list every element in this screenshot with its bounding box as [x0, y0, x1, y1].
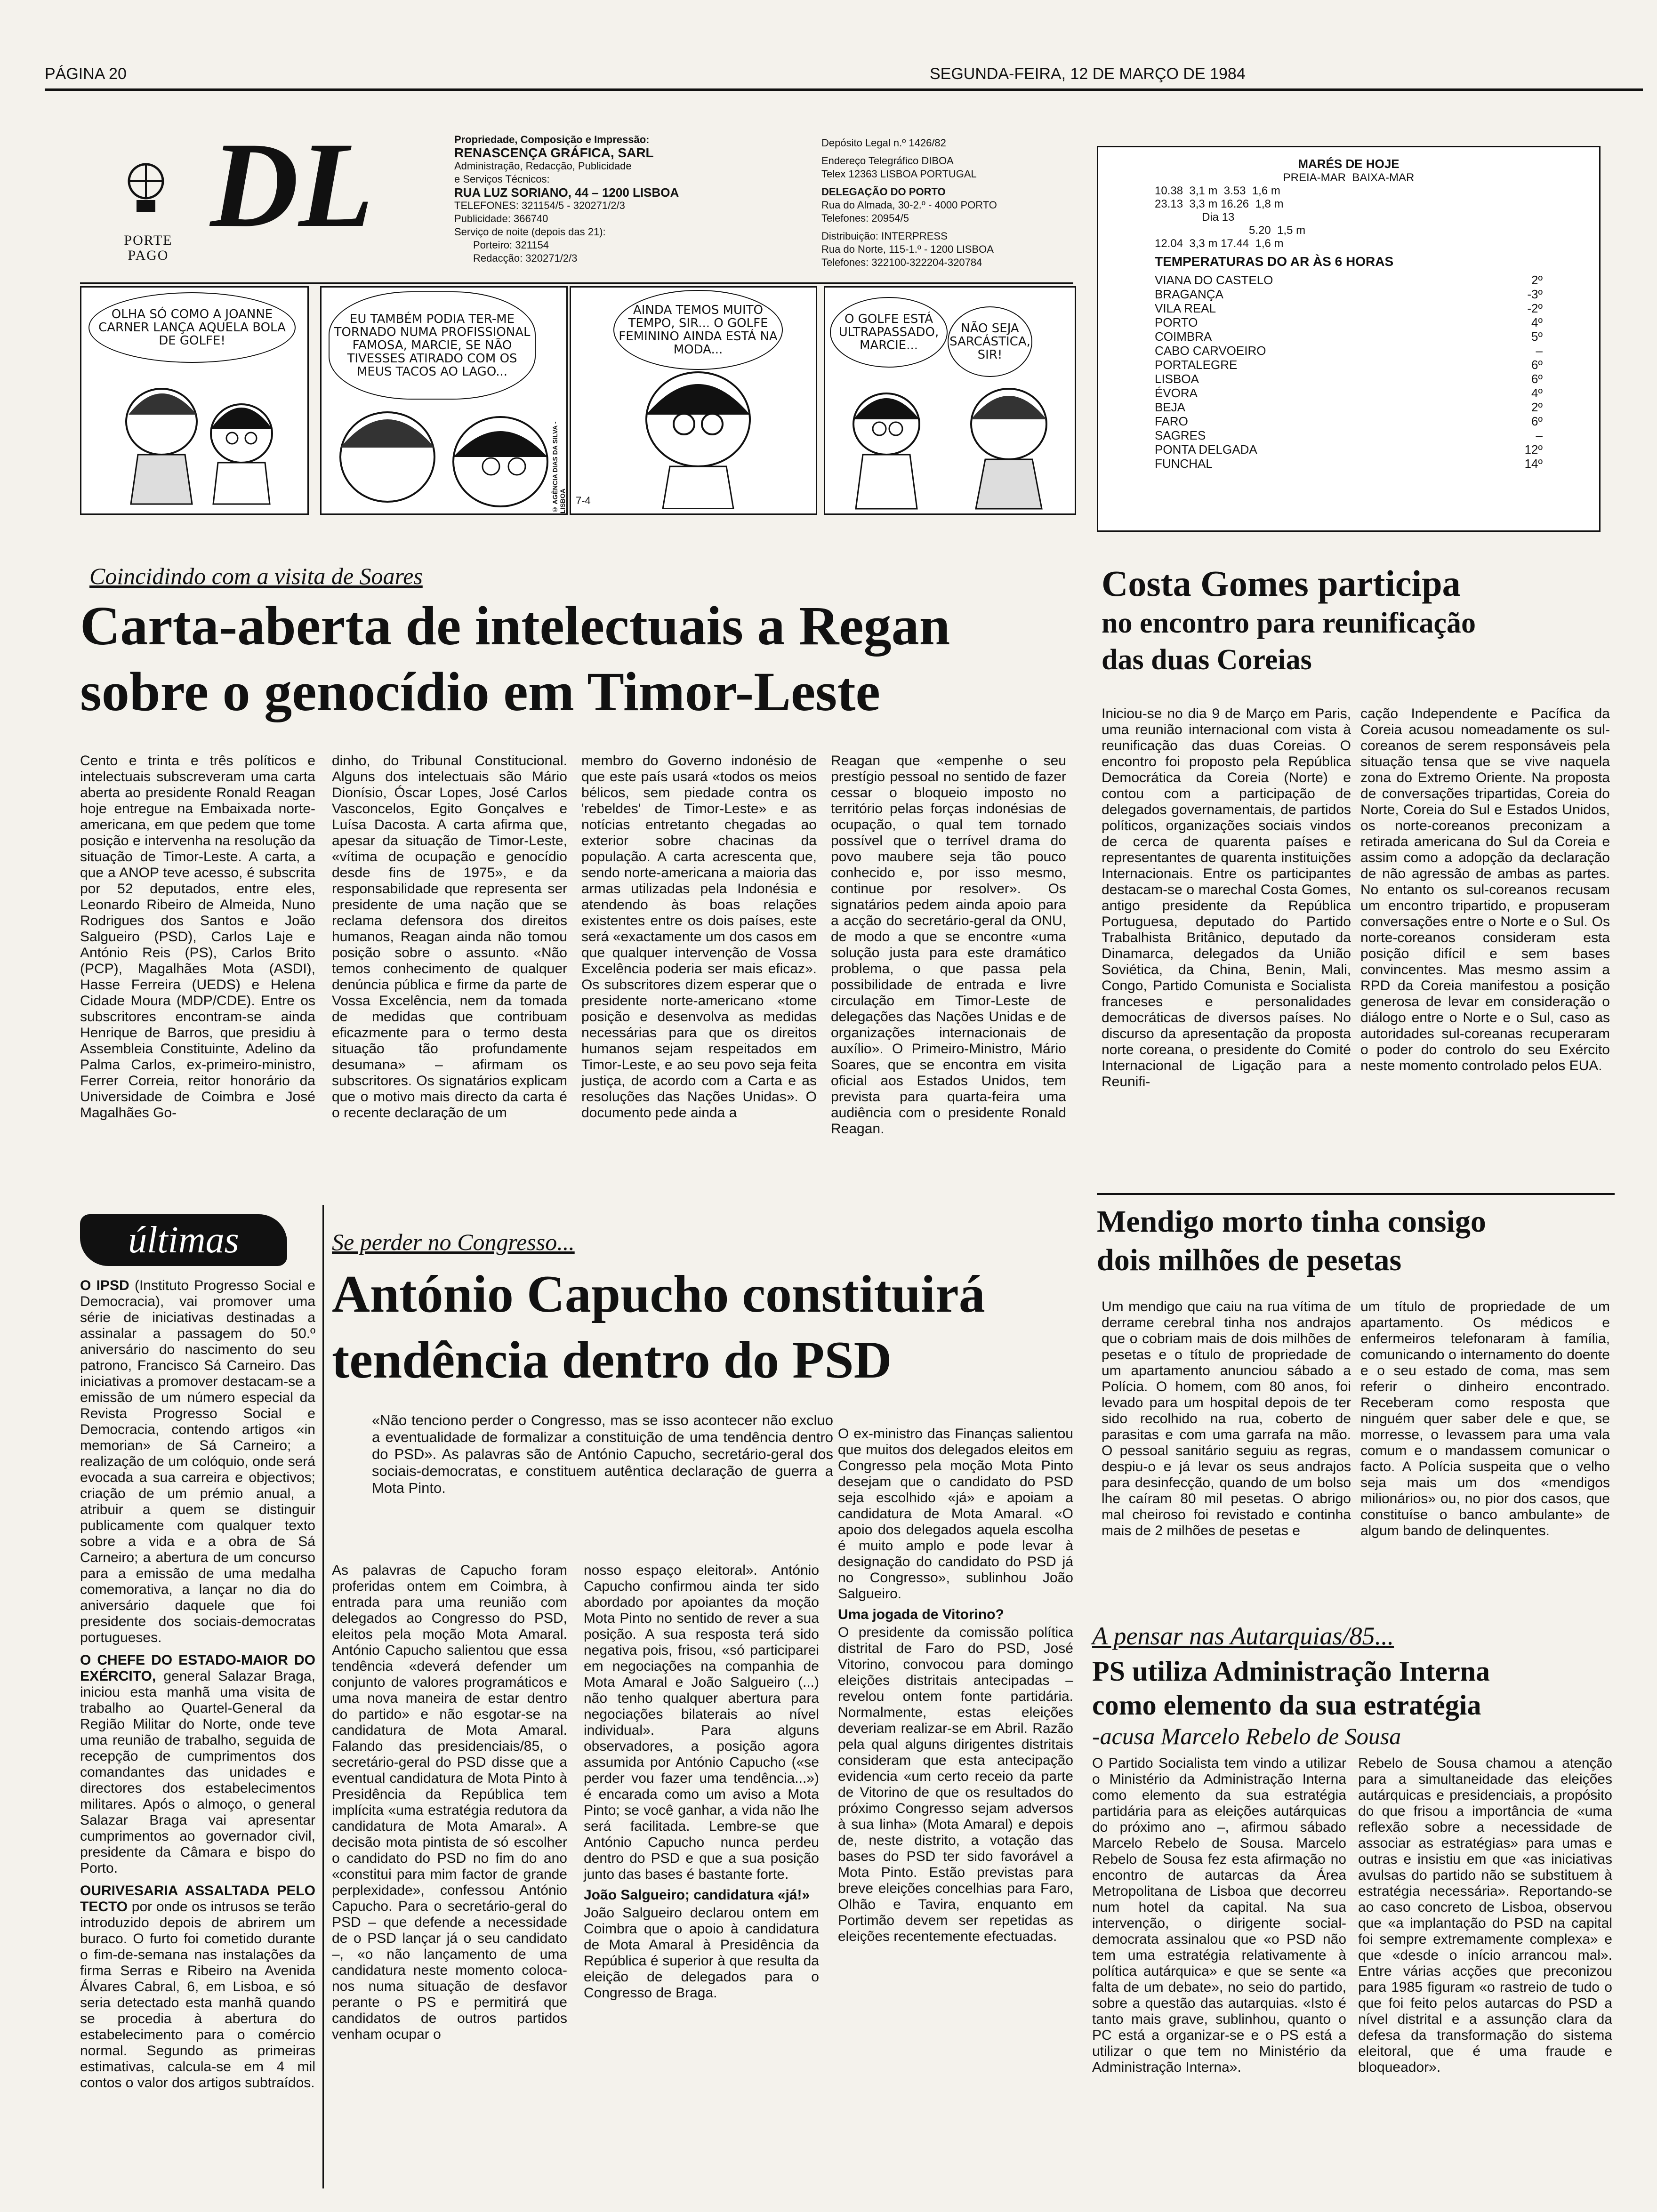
temp-row [1155, 329, 1543, 344]
mendigo-headline [1097, 1202, 1615, 1280]
speech-bubble: EU TAMBÉM PODIA TER-ME TORNADO NUMA PROFISSIONAL FAMOSA, MARCIE, SE NÃO TIVESSES ATIRADO COM OS MEUS TACOS AO LAGO... [329, 291, 536, 400]
timor-headline-line2: sobre o genocídio em Timor-Leste [80, 661, 880, 722]
ultimas-item-text: (Instituto Progresso Social e Democracia), vai promover uma série de iniciativas destinadas a assinalar a passagem do 50.º aniversário do nascimento do seu patrono, Francisco Sá Carneiro. Das iniciativas a promover destacam-se a emissão de um número especial da Revista Progresso Social e Democracia, contendo artigos «in memorian» de Sá Carneiro; a realização de um colóquio, onde será evocada a sua carreira e objectivos; criação de um prémio anual, a atribuir a quem se distinguir publicamente com qualquer texto sobre a vida e a obra de Sá Carneiro; a abertura de um concurso para a emissão de uma medalha comemorativa, a lançar no dia do aniversário daquele que foi presidente dos sociais-democratas portugueses. [80, 1278, 315, 1645]
comic-date: 7-4 [576, 495, 591, 506]
ps-headline-line2: como elemento da sua estratégia [1092, 1690, 1481, 1721]
masthead-line: DELEGAÇÃO DO PORTO [821, 186, 946, 198]
temp-city: VILA REAL [1155, 301, 1216, 315]
ultimas-item-text: general Salazar Braga, iniciou esta manhã uma visita de trabalho ao Quartel-General da Região Militar do Norte, onde teve uma reunião de trabalho, seguida de recepção de cumprimentos dos comandantes das unidades e directores dos estabelecimentos militares. Após o almoço, o general Salazar Braga vai apresentar cumprimentos ao governador civil, presidente da Câmara e bispo do Porto. [80, 1668, 315, 1876]
ultimas-item [80, 1883, 315, 2091]
capucho-col2-text: nosso espaço eleitoral». António Capucho confirmou ainda ter sido abordado por apoiantes da moção Mota Pinto no sentido de rever a sua posição. A sua resposta terá sido negativa pois, frisou, «só participarei em negociações na companhia de Mota Amaral e João Salgueiro (...) não tenho qualquer abertura para negociações bilaterais ao nível individual». Para alguns observadores, a posição agora assumida por António Capucho («se perder vou fazer uma tendência...») é encarada como um aviso a Mota Pinto; se você ganhar, a vida não lhe será facilitada. Lembre-se que António Capucho nunca perdeu dentro do PSD e que a sua posição junto das bases é bastante forte. [584, 1563, 819, 1882]
temp-value: – [1536, 344, 1543, 358]
masthead-line: RUA LUZ SORIANO, 44 – 1200 LISBOA [454, 185, 679, 200]
ps-kicker: A pensar nas Autarquias/85... [1092, 1622, 1394, 1650]
ps-headline [1092, 1654, 1619, 1722]
comic-panel-1 [80, 286, 309, 515]
temp-city: PORTO [1155, 315, 1198, 329]
temp-city: PORTALEGRE [1155, 358, 1238, 372]
header-rule [45, 88, 1643, 91]
ultimas-banner [80, 1214, 287, 1266]
capucho-col2 [584, 1563, 819, 2001]
temp-value: 6º [1531, 358, 1543, 372]
temp-row [1155, 442, 1543, 457]
masthead-rule [80, 282, 1073, 284]
capucho-lead: «Não tenciono perder o Congresso, mas se isso acontecer não excluo a eventualidade de formalizar a constituição de uma tendência dentro do PSD». As palavras são de António Capucho, secretário-geral dos sociais-democratas, e constituem autêntica declaração de guerra a Mota Pinto. [372, 1412, 833, 1496]
temp-row [1155, 315, 1543, 329]
svg-text:DL: DL [210, 118, 374, 253]
temp-city: COIMBRA [1155, 329, 1212, 344]
masthead-line: Telefones: 20954/5 [821, 212, 909, 224]
timor-col4: Reagan que «empenhe o seu prestígio pessoal no sentido de fazer cessar o bloqueio imposto no território pelas forças indonésias de ocupação, o qual tem tornado possível que o terrível drama do povo maubere seja tão pouco conhecido e, por isso mesmo, continue por resolver». Os signatários pedem ainda apoio para a acção do secretário-geral da ONU, de modo a que se encontre «uma solução justa para este dramático problema, o que passa pela possibilidade de entrada e livre circulação em Timor-Leste de delegações das Nações Unidas e de organizações internacionais de auxílio». O Primeiro-Ministro, Mário Soares, que se encontra em visita oficial aos Estados Unidos, tem prevista para quarta-feira uma audiência com o presidente Ronald Reagan. [831, 753, 1066, 1137]
masthead-line: TELEFONES: 321154/5 - 320271/2/3 [454, 200, 625, 211]
masthead-line: Porteiro: 321154 [473, 239, 549, 251]
temp-row [1155, 358, 1543, 372]
mendigo-headline-line2: dois milhões de pesetas [1097, 1243, 1402, 1277]
capucho-col1: As palavras de Capucho foram proferidas ontem em Coimbra, à entrada para uma reunião com delegados ao Congresso do PSD, eleitos pela moção Mota Amaral. António Capucho salientou que essa tendência «deverá defender um conjunto de valores programáticos e uma nova maneira de estar dentro do partido» e não esgotar-se na candidatura de Mota Amaral. Falando das presidenciais/85, o secretário-geral do PSD disse que a eventual candidatura de Mota Pinto à Presidência da República tem implícita «uma estratégia redutora da candidatura de Mota Amaral». A decisão mota pintista de só escolher o candidato do PSD no fim do ano «constitui para mim factor de grande perplexidade», confessou António Capucho. Para o secretário-geral do PSD – que defende a necessidade de o PSD lançar já o seu candidato –, «o não lançamento de uma candidatura neste momento coloca-nos numa situação de desfavor perante o PS e permitirá que candidatos de outros partidos venham ocupar o [332, 1563, 567, 2042]
coreias-headline-line3: das duas Coreias [1102, 644, 1312, 676]
tides-title: MARÉS DE HOJE [1298, 157, 1400, 171]
temp-city: FARO [1155, 414, 1188, 428]
speech-bubble: NÃO SEJA SARCÁSTICA, SIR! [948, 306, 1032, 377]
masthead-line: Serviço de noite (depois das 21): [454, 226, 606, 238]
masthead-line: Telex 12363 LISBOA PORTUGAL [821, 168, 977, 180]
masthead-line: Telefones: 322100-322204-320784 [821, 256, 982, 268]
capucho-subhead-vitorino: Uma jogada de Vitorino? [838, 1607, 1004, 1622]
ps-col1: O Partido Socialista tem vindo a utilizar o Ministério da Administração Interna como elemento da sua estratégia partidária para as eleições autárquicas do próximo ano –, afirmou sábado Marcelo Rebelo de Sousa. Marcelo Rebelo de Sousa fez esta afirmação no encontro de autarcas da Área Metropolitana de Lisboa que decorreu num hotel da capital. Na sua intervenção, o dirigente social-democrata assinalou que «o PSD não tem uma estratégia relativamente à política autárquica» e que se sente «a falta de um debate», no seio do partido, sobre a questão das autarquias. «Isto é tanto mais grave, sublinhou, quanto o PC está a organizar-se e o PS está a utilizar o que tem no Ministério da Administração Interna». [1092, 1755, 1346, 2075]
weather-box [1097, 146, 1601, 532]
page-number: PÁGINA 20 [45, 65, 127, 83]
masthead-line: Rua do Almada, 30-2.º - 4000 PORTO [821, 199, 997, 211]
timor-headline [80, 593, 1069, 725]
temp-row [1155, 287, 1543, 301]
tides-row: 5.20 1,5 m [1249, 224, 1306, 237]
masthead-col1 [454, 133, 817, 265]
masthead-line: Depósito Legal n.º 1426/82 [821, 137, 946, 149]
ps-headline-line1: PS utiliza Administração Interna [1092, 1656, 1490, 1687]
capucho-headline [332, 1261, 1094, 1393]
temp-city: ÉVORA [1155, 386, 1198, 400]
temp-value: 4º [1531, 386, 1543, 400]
temp-city: BEJA [1155, 400, 1186, 414]
masthead-line: Rua do Norte, 115-1.º - 1200 LISBOA [821, 243, 994, 255]
masthead-col2 [821, 136, 1104, 269]
page-date: SEGUNDA-FEIRA, 12 DE MARÇO DE 1984 [930, 65, 1246, 83]
speech-bubble: OLHA SÓ COMO A JOANNE CARNER LANÇA AQUELA BOLA DE GOLFE! [88, 292, 296, 363]
capucho-col2b-text: João Salgueiro declarou ontem em Coimbra que o apoio à candidatura de Mota Amaral à Presidência da República é superior à que resulta da eleição de delegados para o Congresso de Braga. [584, 1905, 819, 2001]
timor-headline-line1: Carta-aberta de intelectuais a Regan [80, 595, 950, 657]
masthead-line: Endereço Telegráfico DIBOA [821, 155, 954, 167]
coreias-bottom-rule [1097, 1193, 1615, 1195]
speech-bubble: AINDA TEMOS MUITO TEMPO, SIR... O GOLFE FEMININO AINDA ESTÁ NA MODA... [613, 290, 783, 370]
tides-row: 10.38 3,1 m 3.53 1,6 m [1155, 184, 1280, 197]
temp-value: 12º [1524, 442, 1543, 457]
capucho-col3b-text: O presidente da comissão política distrital de Faro do PSD, José Vitorino, convocou para domingo eleições distritais antecipadas – revelou ontem fonte partidária. Normalmente, estas eleições deveriam realizar-se em Abril. Razão pela qual alguns dirigentes distritais consideram que esta antecipação evidencia «um certo receio da parte de Vitorino de que os resultados do próximo Congresso sejam adversos à sua linha» (Mota Amaral) e depois de, neste distrito, a votação das bases do PSD ter sido favorável a Mota Pinto. Estão previstas para breve eleições concelhias para Faro, Olhão e Tavira, enquanto em Portimão devem ser repetidas as eleições recentemente efectuadas. [838, 1625, 1073, 1944]
temp-value: – [1536, 428, 1543, 442]
coreias-headline-line1: Costa Gomes participa [1102, 563, 1461, 604]
ultimas-item [80, 1652, 315, 1876]
masthead-line: e Serviços Técnicos: [454, 173, 550, 185]
dl-logo [202, 118, 381, 259]
temp-row [1155, 372, 1543, 386]
ultimas-item-lead: OURIVESARIA ASSALTADA PELO TECTO [80, 1883, 315, 1915]
temp-value: 6º [1531, 414, 1543, 428]
temp-row [1155, 414, 1543, 428]
temp-value: -2º [1527, 301, 1543, 315]
mendigo-col1: Um mendigo que caiu na rua vítima de derrame cerebral tinha nos andrajos que o cobriam mais de dois milhões de pesetas e o título de propriedade de um apartamento anunciou sábado a Polícia. O homem, com 80 anos, foi levado para um hospital depois de ter sido recolhido na rua, coberto de parasitas e com uma garrafa na mão. O pessoal sanitário seguiu as regras, despiu-o e já levar os seus andrajos para desinfecção, quando de um bolso lhe caíram 80 mil pesetas. O abrigo mal cheiroso foi revistado e continha mais de 2 milhões de pesetas e [1102, 1299, 1351, 1539]
temp-row [1155, 428, 1543, 442]
temp-city: SAGRES [1155, 428, 1206, 442]
temp-city: FUNCHAL [1155, 457, 1213, 471]
timor-col1: Cento e trinta e três políticos e intelectuais subscreveram uma carta aberta ao presidente Ronald Reagan hoje entregue na Embaixada norte-americana, em que pedem que tome posição e intervenha na resolução da situação de Timor-Leste. A carta, a que a ANOP teve acesso, é subscrita por 52 deputados, entre eles, Leonardo Ribeiro de Almeida, Nuno Rodrigues dos Santos e João Salgueiro (PSD), Carlos Laje e António Reis (PS), Carlos Brito (PCP), Magalhães Mota (ASDI), Hasse Ferreira (UEDS) e Helena Cidade Moura (MDP/CDE). Entre os subscritores encontram-se ainda Henrique de Barros, que presidiu à Assembleia Constituinte, Adelino da Palma Carlos, ex-primeiro-ministro, Ferrer Correia, reitor honorário da Universidade de Coimbra e José Magalhães Go- [80, 753, 315, 1121]
speech-bubble: O GOLFE ESTÁ ULTRAPASSADO, MARCIE... [830, 297, 948, 368]
masthead-line: Redacção: 320271/2/3 [473, 252, 578, 264]
mendigo-col2: um título de propriedade de um apartamento. Os médicos e enfermeiros telefonaram à família, comunicando o internamento do doente e o seu estado de coma, mas sem referir o dinheiro encontrado. Receberam como resposta que ninguém quer saber dele e que, se morresse, o levassem para uma vala comum e o mandassem comunicar o facto. A Polícia suspeita que o velho seja mais um dos «mendigos milionários» ou, no pior dos casos, que constituíse o banco ambulante» de algum bando de delinquentes. [1360, 1299, 1610, 1539]
capucho-col3 [838, 1426, 1073, 1945]
temp-row [1155, 457, 1543, 471]
masthead-line: Distribuição: INTERPRESS [821, 230, 948, 242]
temp-row [1155, 344, 1543, 358]
temp-city: CABO CARVOEIRO [1155, 344, 1266, 358]
tides-row: 12.04 3,3 m 17.44 1,6 m [1155, 237, 1284, 250]
coreias-col1: Iniciou-se no dia 9 de Março em Paris, uma reunião internacional com vista à reunificação das duas Coreias. O encontro foi proposto pela República Democrática da Coreia (Norte) e contou com a participação de delegados governamentais, de partidos políticos, organizações sociais vindos de cerca de quarenta países e representantes de quarenta instituições Internacionais. Entre os participantes destacam-se o marechal Costa Gomes, antigo presidente da República Portuguesa, deputado do Partido Trabalhista Britânico, deputado da Dinamarca, delegados da União Soviética, da China, Benin, Mali, Congo, Partido Comunista e Socialista franceses e personalidades democráticas de diversos países. No discurso da apresentação da proposta norte coreana, o presidente do Comité Internacional de Ligação para a Reunifi- [1102, 706, 1351, 1090]
timor-col2: dinho, do Tribunal Constitucional. Alguns dos intelectuais são Mário Dionísio, Óscar Lopes, José Carlos Vasconcelos, Egito Gonçalves e Luísa Dacosta. A carta afirma que, apesar da situação de Timor-Leste, «vítima de ocupação e genocídio desde fins de 1975», e da responsabilidade que representa ser presidente de uma nação que se reclama defensora dos direitos humanos, Reagan ainda não tomou posição sobre o assunto. «Não temos conhecimento de qualquer denúncia pública e firme da parte de Vossa Excelência, nem da tomada de medidas que contribuam eficazmente para o termo desta situação tão profundamente desumana» – afirmam os subscritores. Os signatários explicam que o motivo mais directo da carta é o recente declaração de um [332, 753, 567, 1121]
temp-row [1155, 273, 1543, 287]
temp-city: LISBOA [1155, 372, 1199, 386]
ultimas-divider [322, 1205, 324, 2188]
tides-header: PREIA-MAR BAIXA-MAR [1283, 171, 1415, 184]
temp-value: 6º [1531, 372, 1543, 386]
ultimas-item [80, 1278, 315, 1646]
comic-panel-3 [570, 286, 817, 515]
tides-row: Dia 13 [1202, 211, 1235, 224]
porte-pago: PORTE PAGO [124, 232, 173, 263]
ps-byline: -acusa Marcelo Rebelo de Sousa [1092, 1723, 1401, 1749]
marcie-figure [632, 368, 764, 509]
capucho-headline-line1: António Capucho constituirá [332, 1265, 985, 1323]
temp-value: 14º [1524, 457, 1543, 471]
comic-panel-4 [824, 286, 1076, 515]
temp-row [1155, 301, 1543, 315]
temp-value: -3º [1527, 287, 1543, 301]
comic-credit: © AGÊNCIA DIAS DA SILVA - LISBOA [551, 421, 566, 513]
temp-city: VIANA DO CASTELO [1155, 273, 1273, 287]
temp-value: 5º [1531, 329, 1543, 344]
ultimas-item-text: por onde os intrusos se terão introduzido depois de abrirem um buraco. O furto foi cometido durante o fim-de-semana nas instalações da firma Serras e Ribeiro na Avenida Álvares Cabral, 6, em Lisboa, e só seria detectado esta manhã quando se procedia à abertura do estabelecimento para o comércio normal. Segundo as primeiras estimativas, calcula-se em 4 mil contos o valor dos artigos subtraídos. [80, 1899, 315, 2091]
tides-row: 23.13 3,3 m 16.26 1,8 m [1155, 198, 1284, 210]
capucho-kicker: Se perder no Congresso... [332, 1229, 575, 1255]
masthead-line: Propriedade, Composição e Impressão: [454, 134, 650, 145]
seal-icon [118, 155, 174, 216]
comic-panel-2 [320, 286, 568, 515]
coreias-headline [1102, 562, 1619, 678]
peppermint-patty-figure [110, 377, 279, 509]
ultimas-title: últimas [128, 1219, 239, 1261]
timor-col3: membro do Governo indonésio de que este país usará «todos os meios bélicos, sem piedade contra os 'rebeldes' de Timor-Leste» e as notícias entretanto chegadas ao exterior sobre chacinas da população. A carta acrescenta que, sendo norte-americana a maioria das armas utilizadas pela Indonésia e atendendo às boas relações existentes entre os dois países, este será «exactamente um dos casos em que qualquer intervenção de Vossa Excelência poderia ser mais eficaz». Os subscritores dizem esperar que o presidente norte-americano «tome posição e desenvolva as medidas necessárias para que os direitos humanos sejam respeitados em Timor-Leste, e ao seu povo seja feita justiça, de acordo com a Carta e as resoluções das Nações Unidas». O documento pede ainda a [581, 753, 817, 1121]
coreias-col2: cação Independente e Pacífica da Coreia acusou nomeadamente os sul-coreanos de serem responsáveis pela situação tensa que se vive naquela zona do Extremo Oriente. Na proposta de conversações tripartidas, Coreia do Norte, Coreia do Sul e Estados Unidos, os norte-coreanos preconizam a retirada americana do Sul da Coreia e assim como a adopção da declaração de não agressão de ambas as partes. No entanto os sul-coreanos recusam um encontro tripartido, e propuseram conversações entre o Norte e o Sul. Os norte-coreanos consideram esta posição difícil e sem bases convincentes. Mas mesmo assim a RPD da Coreia manifestou a posição generosa de levar em consideração o diálogo entre o Norte e o Sul, caso as autoridades sul-coreanas recuperaram o poder do controlo do seu Exército neste momento controlado pelos EUA. [1360, 706, 1610, 1074]
temp-title: TEMPERATURAS DO AR ÀS 6 HORAS [1155, 254, 1394, 269]
temp-row [1155, 386, 1543, 400]
dl-logo-mark [202, 118, 381, 259]
temp-city: PONTA DELGADA [1155, 442, 1257, 457]
ultimas-item-lead: O CHEFE DO ESTADO-MAIOR DO EXÉRCITO, [80, 1652, 315, 1684]
ps-col2: Rebelo de Sousa chamou a atenção para a simultaneidade das eleições autárquicas e presidenciais, a propósito do que frisou a importância de «uma reflexão sobre a necessidade de associar as estratégias» para umas e outras e insistiu em que «as iniciativas avulsas do partido não se substituem à estratégia necessária». Reportando-se ao caso concreto de Lisboa, observou que «a implantação do PSD na capital foi sempre extremamente complexa» e que «desde o início arrancou mal». Entre várias acções que preconizou para 1985 figuram «o rastreio de tudo o que foi feito pelos autarcas do PSD a nível distrital e a assunção clara da defesa da transformação do sistema eleitoral, que é uma fraude e bloqueador». [1358, 1755, 1612, 2075]
masthead-line: RENASCENÇA GRÁFICA, SARL [454, 145, 654, 160]
peppermint-patty-figure [331, 401, 557, 513]
golf-figures [835, 382, 1070, 513]
capucho-subhead-salgueiro: João Salgueiro; candidatura «já!» [584, 1887, 810, 1903]
ultimas-list [80, 1278, 315, 2091]
temp-value: 2º [1531, 400, 1543, 414]
temp-value: 2º [1531, 273, 1543, 287]
ultimas-item-lead: O IPSD [80, 1278, 129, 1293]
temp-value: 4º [1531, 315, 1543, 329]
mendigo-headline-line1: Mendigo morto tinha consigo [1097, 1204, 1486, 1239]
temp-city: BRAGANÇA [1155, 287, 1223, 301]
capucho-headline-line2: tendência dentro do PSD [332, 1331, 892, 1389]
masthead-line: Administração, Redacção, Publicidade [454, 160, 632, 172]
temp-row [1155, 400, 1543, 414]
capucho-col3-text: O ex-ministro das Finanças salientou que muitos dos delegados eleitos em Congresso pela moção Mota Pinto desejam que o candidato do PSD seja escolhido «já» e apoiam a candidatura de Mota Amaral. «O apoio dos delegados aquela escolha é muito amplo e pode levar à designação do candidato do PSD já no Congresso», sublinhou João Salgueiro. [838, 1426, 1073, 1602]
timor-kicker: Coincidindo com a visita de Soares [89, 563, 423, 589]
temp-list [1155, 273, 1543, 471]
coreias-headline-line2: no encontro para reunificação [1102, 607, 1476, 639]
masthead-line: Publicidade: 366740 [454, 213, 548, 224]
